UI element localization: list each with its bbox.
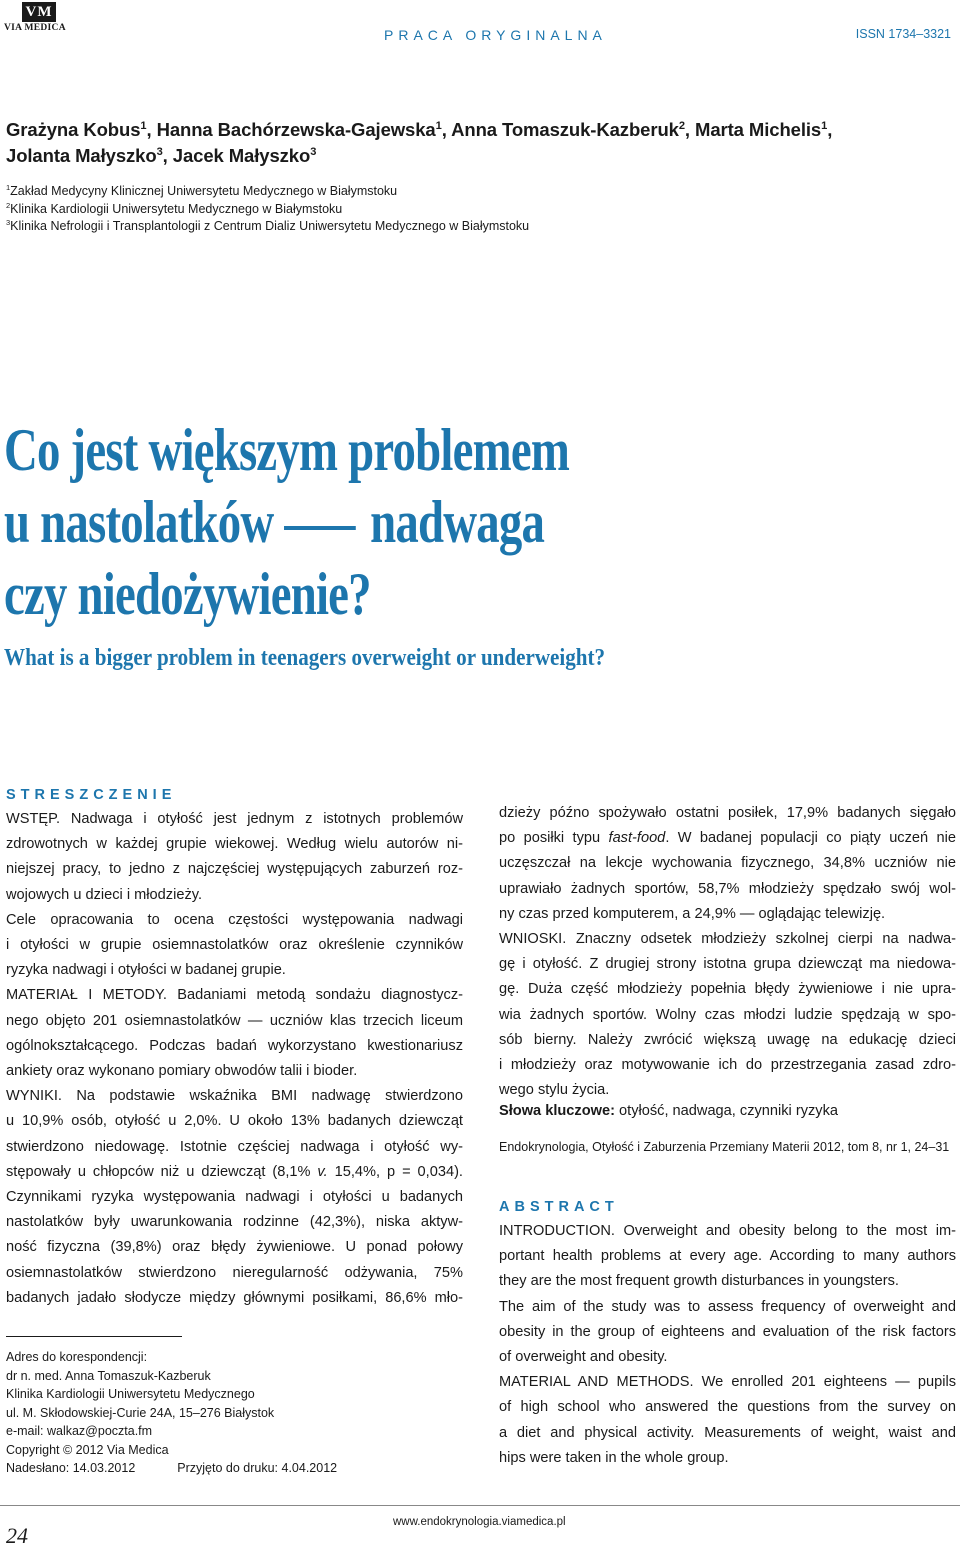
text-line: po posiłki typu fast-food. W badanej populacji co piąty uczeń nie xyxy=(499,830,956,847)
title-dash xyxy=(284,526,356,530)
correspondence-email: e-mail: walkaz@poczta.fm xyxy=(6,1424,153,1438)
author-affiliation-mark: 1 xyxy=(435,119,442,132)
correspondence-block xyxy=(6,1348,337,1478)
author-separator: , xyxy=(146,119,157,140)
affiliation-text: Klinika Nefrologii i Transplantologii z Centrum Dializ Uniwersytetu Medycznego w Białymstoku xyxy=(10,219,530,233)
issn-label: ISSN 1734–3321 xyxy=(855,27,951,41)
footnote-divider xyxy=(6,1336,182,1337)
text-line: INTRODUCTION. Overweight and obesity belong to the most im- xyxy=(499,1223,956,1239)
text-line: zdrowotnych w każdej grupie wiekowej. Według wielu autorów ni- xyxy=(6,836,463,853)
text-line: WYNIKI. Na podstawie wskaźnika BMI nadwagę stwierdzono xyxy=(6,1088,463,1105)
text-line: osiemnastolatków stwierdzono nieregularność odżywania, 75% xyxy=(6,1264,463,1281)
logo-brand: VIA MEDICA xyxy=(4,23,66,33)
text-line: they are the most frequent growth disturbances in youngsters. xyxy=(499,1273,899,1290)
text-line: uprawiało żadnych sportów, 58,7% młodzieży spędzało swój wol- xyxy=(499,880,956,897)
affiliation-number: 1 xyxy=(6,182,11,192)
author-separator: , xyxy=(684,119,696,140)
title-line: Co jest większym problemem xyxy=(4,417,570,483)
text-line: nastolatków były uwarunkowania rodzinne (42,3%), niska aktyw- xyxy=(6,1214,463,1231)
author-line xyxy=(6,143,946,169)
title-fragment: u nastolatków xyxy=(4,489,274,555)
text-line: dzieży późno spożywało ostatni posiłek, 17,9% badanych sięgało xyxy=(499,805,956,821)
author-name: Marta Michelis xyxy=(695,119,822,140)
text-line: niejszej pracy, to jedno z najczęściej występujących zaburzeń roz- xyxy=(6,861,463,878)
text-line: uczęszczał na lekcje wychowania fizycznego, 34,8% uczniów nie xyxy=(499,855,956,872)
text-line: ność fizyczna (39,8%) oraz błędy żywieniowe. U ponad połowy xyxy=(6,1239,463,1256)
text-line: Czynnikami ryzyka występowania nadwagi i otyłości u badanych xyxy=(6,1189,463,1206)
author-name: Hanna Bachórzewska-Gajewska xyxy=(156,119,436,140)
text-line: ogólnokształcącego. Podczas badań wykorzystano kwestionariusz xyxy=(6,1037,463,1054)
text-line: gę i otyłość. Z drugiej strony istotna grupa dziewcząt ma niedowa- xyxy=(499,956,956,973)
affiliation-item xyxy=(6,183,529,201)
abstract-column xyxy=(499,1219,956,1471)
author-affiliation-mark: 1 xyxy=(821,119,828,132)
text-line: MATERIAL AND METHODS. We enrolled 201 eighteens — pupils xyxy=(499,1374,956,1391)
correspondence-street: ul. M. Skłodowskiej-Curie 24A, 15–276 Białystok xyxy=(6,1405,275,1420)
author-separator: , xyxy=(441,119,452,140)
title-line xyxy=(4,486,737,558)
citation: Endokrynologia, Otyłość i Zaburzenia Przemiany Materii 2012, tom 8, nr 1, 24–31 xyxy=(499,1140,950,1154)
received-date: Nadesłano: 14.03.2012 xyxy=(6,1461,136,1475)
streszczenie-right-column xyxy=(499,801,956,1103)
text-line: WSTĘP. Nadwaga i otyłość jest jednym z istotnych problemów xyxy=(6,811,463,827)
affiliation-list xyxy=(6,183,529,236)
text-line: The aim of the study was to assess frequency of overweight and xyxy=(499,1298,956,1315)
author-list xyxy=(6,117,946,169)
text-line: wojowych u dzieci i młodzieży. xyxy=(6,886,203,903)
text-line: i młodzieży oraz motywowanie ich do przestrzegania zasad zdro- xyxy=(499,1057,956,1074)
title-line: czy niedożywienie? xyxy=(4,561,371,627)
keywords xyxy=(499,1103,838,1119)
streszczenie-heading: STRESZCZENIE xyxy=(6,787,177,803)
copyright: Copyright © 2012 Via Medica xyxy=(6,1442,169,1457)
text-line: badanych jadało słodycze między głównymi posiłkami, 86,6% mło- xyxy=(6,1289,463,1306)
text-line: sób bierny. Należy zwrócić większą uwagę na edukację dzieci xyxy=(499,1031,956,1048)
text-line: MATERIAŁ I METODY. Badaniami metodą sondażu diagnostycz- xyxy=(6,987,463,1004)
footer-divider xyxy=(0,1505,960,1506)
text-line: WNIOSKI. Znaczny odsetek młodzieży szkolnej cierpi na nadwa- xyxy=(499,931,956,948)
abstract-heading: ABSTRACT xyxy=(499,1199,619,1215)
page-number: 24 xyxy=(6,1523,28,1548)
author-affiliation-mark: 3 xyxy=(156,145,163,158)
text-line: a diet and physical activity. Measurements of weight, waist and xyxy=(499,1424,956,1441)
author-name: Jacek Małyszko xyxy=(172,145,311,166)
affiliation-number: 3 xyxy=(6,217,11,227)
author-affiliation-mark: 2 xyxy=(678,119,685,132)
publisher-logo xyxy=(4,2,72,36)
author-name: Jolanta Małyszko xyxy=(6,145,157,166)
text-line: ankiety oraz wykonano pomiary obwodów talii i bioder. xyxy=(6,1063,358,1080)
article-title xyxy=(4,414,737,630)
text-line: ryzyka nadwagi i otyłości w badanej grupie. xyxy=(6,962,286,979)
accepted-date: Przyjęto do druku: 4.04.2012 xyxy=(177,1461,338,1475)
section-label: PRACA ORYGINALNA xyxy=(384,27,607,43)
author-name: Grażyna Kobus xyxy=(6,119,141,140)
text-line: Cele opracowania to ocena częstości występowania nadwagi xyxy=(6,911,463,928)
text-line: of overweight and obesity. xyxy=(499,1349,668,1366)
article-title-english: What is a bigger problem in teenagers overweight or underweight? xyxy=(4,644,606,671)
text-line: stwierdzono niedowagę. Istotnie częściej nadwaga i otyłość wy- xyxy=(6,1138,463,1155)
text-line: i otyłości w grupie osiemnastolatków oraz określenie czynników xyxy=(6,937,463,954)
author-line xyxy=(6,117,946,143)
affiliation-number: 2 xyxy=(6,200,11,210)
correspondence-label: Adres do korespondencji: xyxy=(6,1350,148,1364)
affiliation-item xyxy=(6,201,529,219)
text-line: stępowały u chłopców niż u dziewcząt (8,1% v. 15,4%, p = 0,034). xyxy=(6,1163,463,1180)
text-line: hips were taken in the whole group. xyxy=(499,1449,729,1466)
author-separator: , xyxy=(162,145,173,166)
footer-url[interactable]: www.endokrynologia.viamedica.pl xyxy=(393,1516,566,1528)
dates-line xyxy=(6,1459,337,1478)
streszczenie-left-column xyxy=(6,807,463,1311)
logo-mark: VM xyxy=(22,2,56,22)
text-line: gę. Duża część młodzieży popełnia błędy żywieniowe i nie upra- xyxy=(499,981,956,998)
correspondence-institution: Klinika Kardiologii Uniwersytetu Medycznego xyxy=(6,1387,255,1401)
affiliation-text: Klinika Kardiologii Uniwersytetu Medycznego w Białymstoku xyxy=(10,201,343,216)
text-line: portant health problems at every age. According to many authors xyxy=(499,1248,956,1265)
text-line: of high school who answered the questions from the survey on xyxy=(499,1399,956,1416)
keywords-text: otyłość, nadwaga, czynniki ryzyka xyxy=(614,1103,839,1119)
author-name: Anna Tomaszuk-Kazberuk xyxy=(451,119,679,140)
author-affiliation-mark: 1 xyxy=(140,119,147,132)
correspondence-name: dr n. med. Anna Tomaszuk-Kazberuk xyxy=(6,1368,211,1383)
keywords-label: Słowa kluczowe: xyxy=(499,1103,615,1119)
author-separator: , xyxy=(827,119,833,140)
text-line: wego stylu życia. xyxy=(499,1082,610,1099)
author-affiliation-mark: 3 xyxy=(310,145,317,158)
text-line: obesity in the group of eighteens and evaluation of the risk factors xyxy=(499,1323,956,1340)
affiliation-text: Zakład Medycyny Klinicznej Uniwersytetu Medycznego w Białymstoku xyxy=(10,184,398,198)
text-line: nego objęto 201 osiemnastolatków — uczniów klas trzecich liceum xyxy=(6,1012,463,1029)
text-line: u 10,9% osób, otyłość u 2,0%. U około 13% badanych dziewcząt xyxy=(6,1113,463,1130)
text-line: ny czas przed komputerem, a 24,9% — oglądając telewizję. xyxy=(499,905,886,922)
affiliation-item xyxy=(6,218,529,236)
text-line: wia żadnych sportów. Wolny czas młodzi ludzie spędzają w spo- xyxy=(499,1006,956,1023)
title-fragment: nadwaga xyxy=(370,489,545,555)
